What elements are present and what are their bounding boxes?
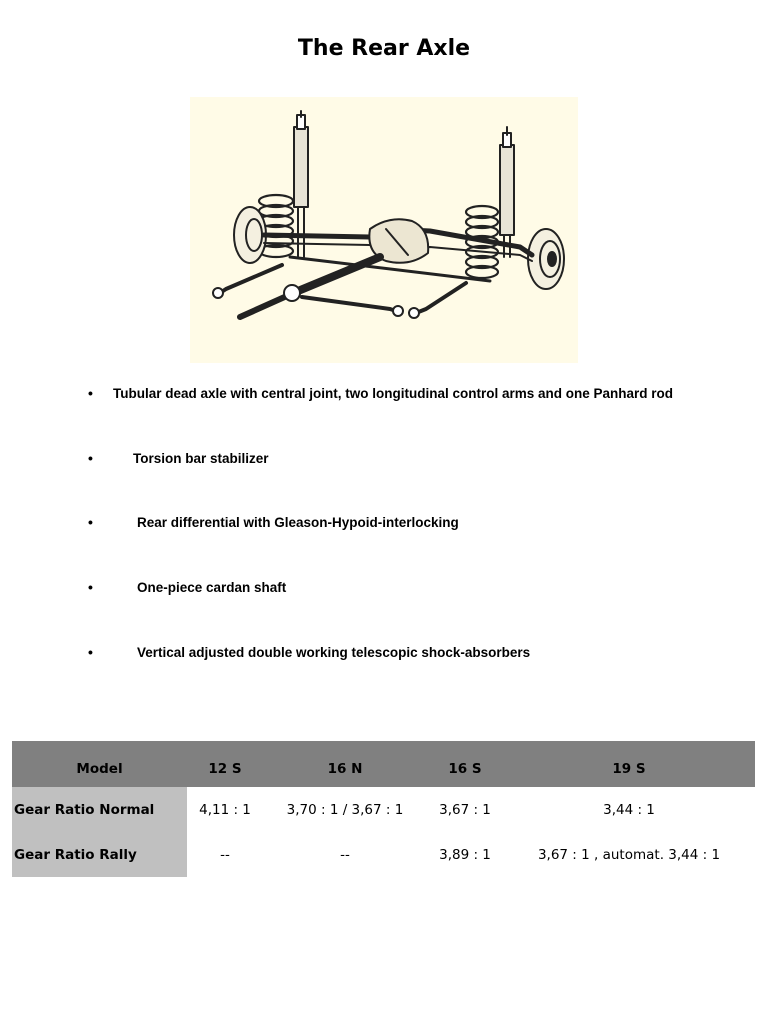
table-cell: 4,11 : 1 [199,801,251,818]
column-header-16n: 16 N [263,741,427,787]
column-header-model: Model [12,741,187,787]
bullet-icon: • [88,514,93,530]
page-title: The Rear Axle [297,36,471,61]
bullet-icon: • [88,579,93,595]
table-row [12,832,755,877]
list-item-text: Vertical adjusted double working telescopic shock-absorbers [137,645,531,660]
rear-axle-illustration [190,97,578,363]
gear-ratio-table [12,741,755,877]
left-brake-drum [234,207,266,263]
cardan-shaft [240,257,380,317]
table-cell: 3,89 : 1 [439,846,491,863]
bullet-icon: • [88,644,93,660]
column-header-12s: 12 S [187,741,263,787]
row-header-gear-ratio-rally: Gear Ratio Rally [12,832,187,877]
column-header-16s: 16 S [427,741,503,787]
bullet-icon: • [88,450,93,466]
table-row [12,787,755,832]
table-cell: -- [340,846,350,863]
table-cell: 3,70 : 1 / 3,67 : 1 [286,801,404,818]
column-header-19s: 19 S [503,741,755,787]
table-header-row [12,741,755,787]
table-cell: 3,67 : 1 [439,801,491,818]
right-brake-drum [528,229,564,289]
list-item-text: Rear differential with Gleason-Hypoid-interlocking [137,515,459,530]
row-header-gear-ratio-normal: Gear Ratio Normal [12,787,187,832]
table-cell: 3,67 : 1 , automat. 3,44 : 1 [537,846,721,863]
list-item-text: One-piece cardan shaft [137,580,287,595]
list-item-text: Torsion bar stabilizer [133,451,269,466]
table-cell: -- [220,846,230,863]
bullet-icon: • [88,385,93,401]
right-shock-absorber [500,127,514,257]
table-cell: 3,44 : 1 [603,801,655,818]
list-item-text: Tubular dead axle with central joint, two longitudinal control arms and one Panhard rod [113,386,674,401]
